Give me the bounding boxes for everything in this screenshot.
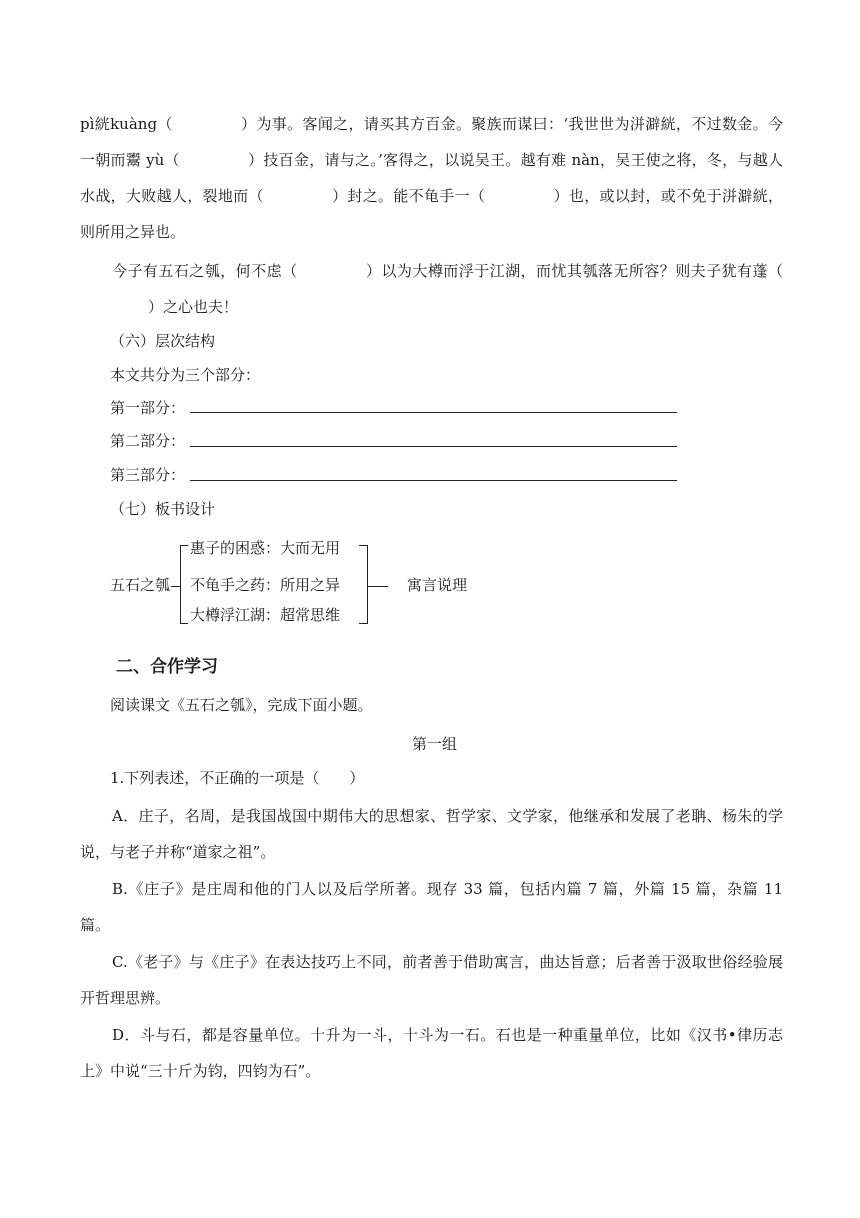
part-label-2: 第二部分：: [110, 432, 186, 450]
part-label-1: 第一部分：: [110, 399, 186, 417]
text-segment: pì絖kuàng（: [80, 115, 173, 133]
section-heading-cooperative: 二、合作学习: [116, 657, 218, 677]
answer-line-3[interactable]: [190, 480, 677, 481]
board-connector-right: [368, 586, 388, 587]
text-segment: ）为事。客闻之，请买其方百金。聚族而谋曰：‘我世世为洴澼絖，不过数金。今一朝而鬻 yù（: [80, 115, 783, 169]
passage-paragraph-2: [80, 253, 783, 325]
option-d[interactable]: D．斗与石，都是容量单位。十升为一斗，十斗为一石。石也是一种重量单位，比如《汉书•律历志上》中说“三十斤为钧，四钧为石”。: [80, 1026, 783, 1080]
board-root: 五石之瓠: [110, 576, 171, 594]
text-segment: ）技百金，请与之。’客得之，以说吴王。越有难 nàn，吴王使之将，冬，与越人水战，大败越人，裂地而（: [80, 151, 783, 205]
text-segment: ）也，或以封，或不免于洴澼絖，则所用之异也。: [80, 187, 783, 241]
option-b[interactable]: B.《庄子》是庄周和他的门人以及后学所著。现存 33 篇，包括内篇 7 篇，外篇 15 篇，杂篇 11 篇。: [80, 880, 783, 934]
structure-intro: 本文共分为三个部分：: [110, 366, 261, 384]
section-heading-board: （七）板书设计: [110, 500, 216, 518]
text-segment: 今子有五石之瓠，何不虑（: [112, 262, 298, 280]
group-title: 第一组: [412, 735, 458, 753]
answer-line-2[interactable]: [190, 446, 677, 447]
left-brace: [180, 545, 188, 624]
text-segment: ）封之。能不龟手一（: [331, 187, 486, 205]
board-branch-1: 惠子的困惑：大而无用: [190, 539, 341, 557]
part-label-3: 第三部分：: [110, 466, 186, 484]
text-segment: ）之心也夫！: [148, 298, 239, 316]
board-connector: [171, 586, 180, 587]
text-segment: ）以为大樽而浮于江湖，而忧其瓠落无所容？则夫子犹有蓬（: [365, 262, 783, 280]
reading-instruction: 阅读课文《五石之瓠》，完成下面小题。: [110, 696, 373, 714]
question-1: 1.下列表述，不正确的一项是（ ）: [110, 769, 365, 787]
option-a[interactable]: A．庄子，名周，是我国战国中期伟大的思想家、哲学家、文学家，他继承和发展了老聃、杨朱的学说，与老子并称“道家之祖”。: [80, 807, 783, 861]
board-conclusion: 寓言说理: [407, 576, 468, 594]
board-branch-2: 不龟手之药：所用之异: [190, 576, 341, 594]
section-heading-structure: （六）层次结构: [110, 332, 216, 350]
answer-line-1[interactable]: [190, 412, 677, 413]
board-branch-3: 大樽浮江湖：超常思维: [190, 606, 341, 624]
right-brace: [359, 545, 368, 624]
passage-paragraph-1: [80, 106, 783, 250]
option-c[interactable]: C.《老子》与《庄子》在表达技巧上不同，前者善于借助寓言，曲达旨意；后者善于汲取世俗经验展开哲理思辨。: [80, 953, 783, 1007]
